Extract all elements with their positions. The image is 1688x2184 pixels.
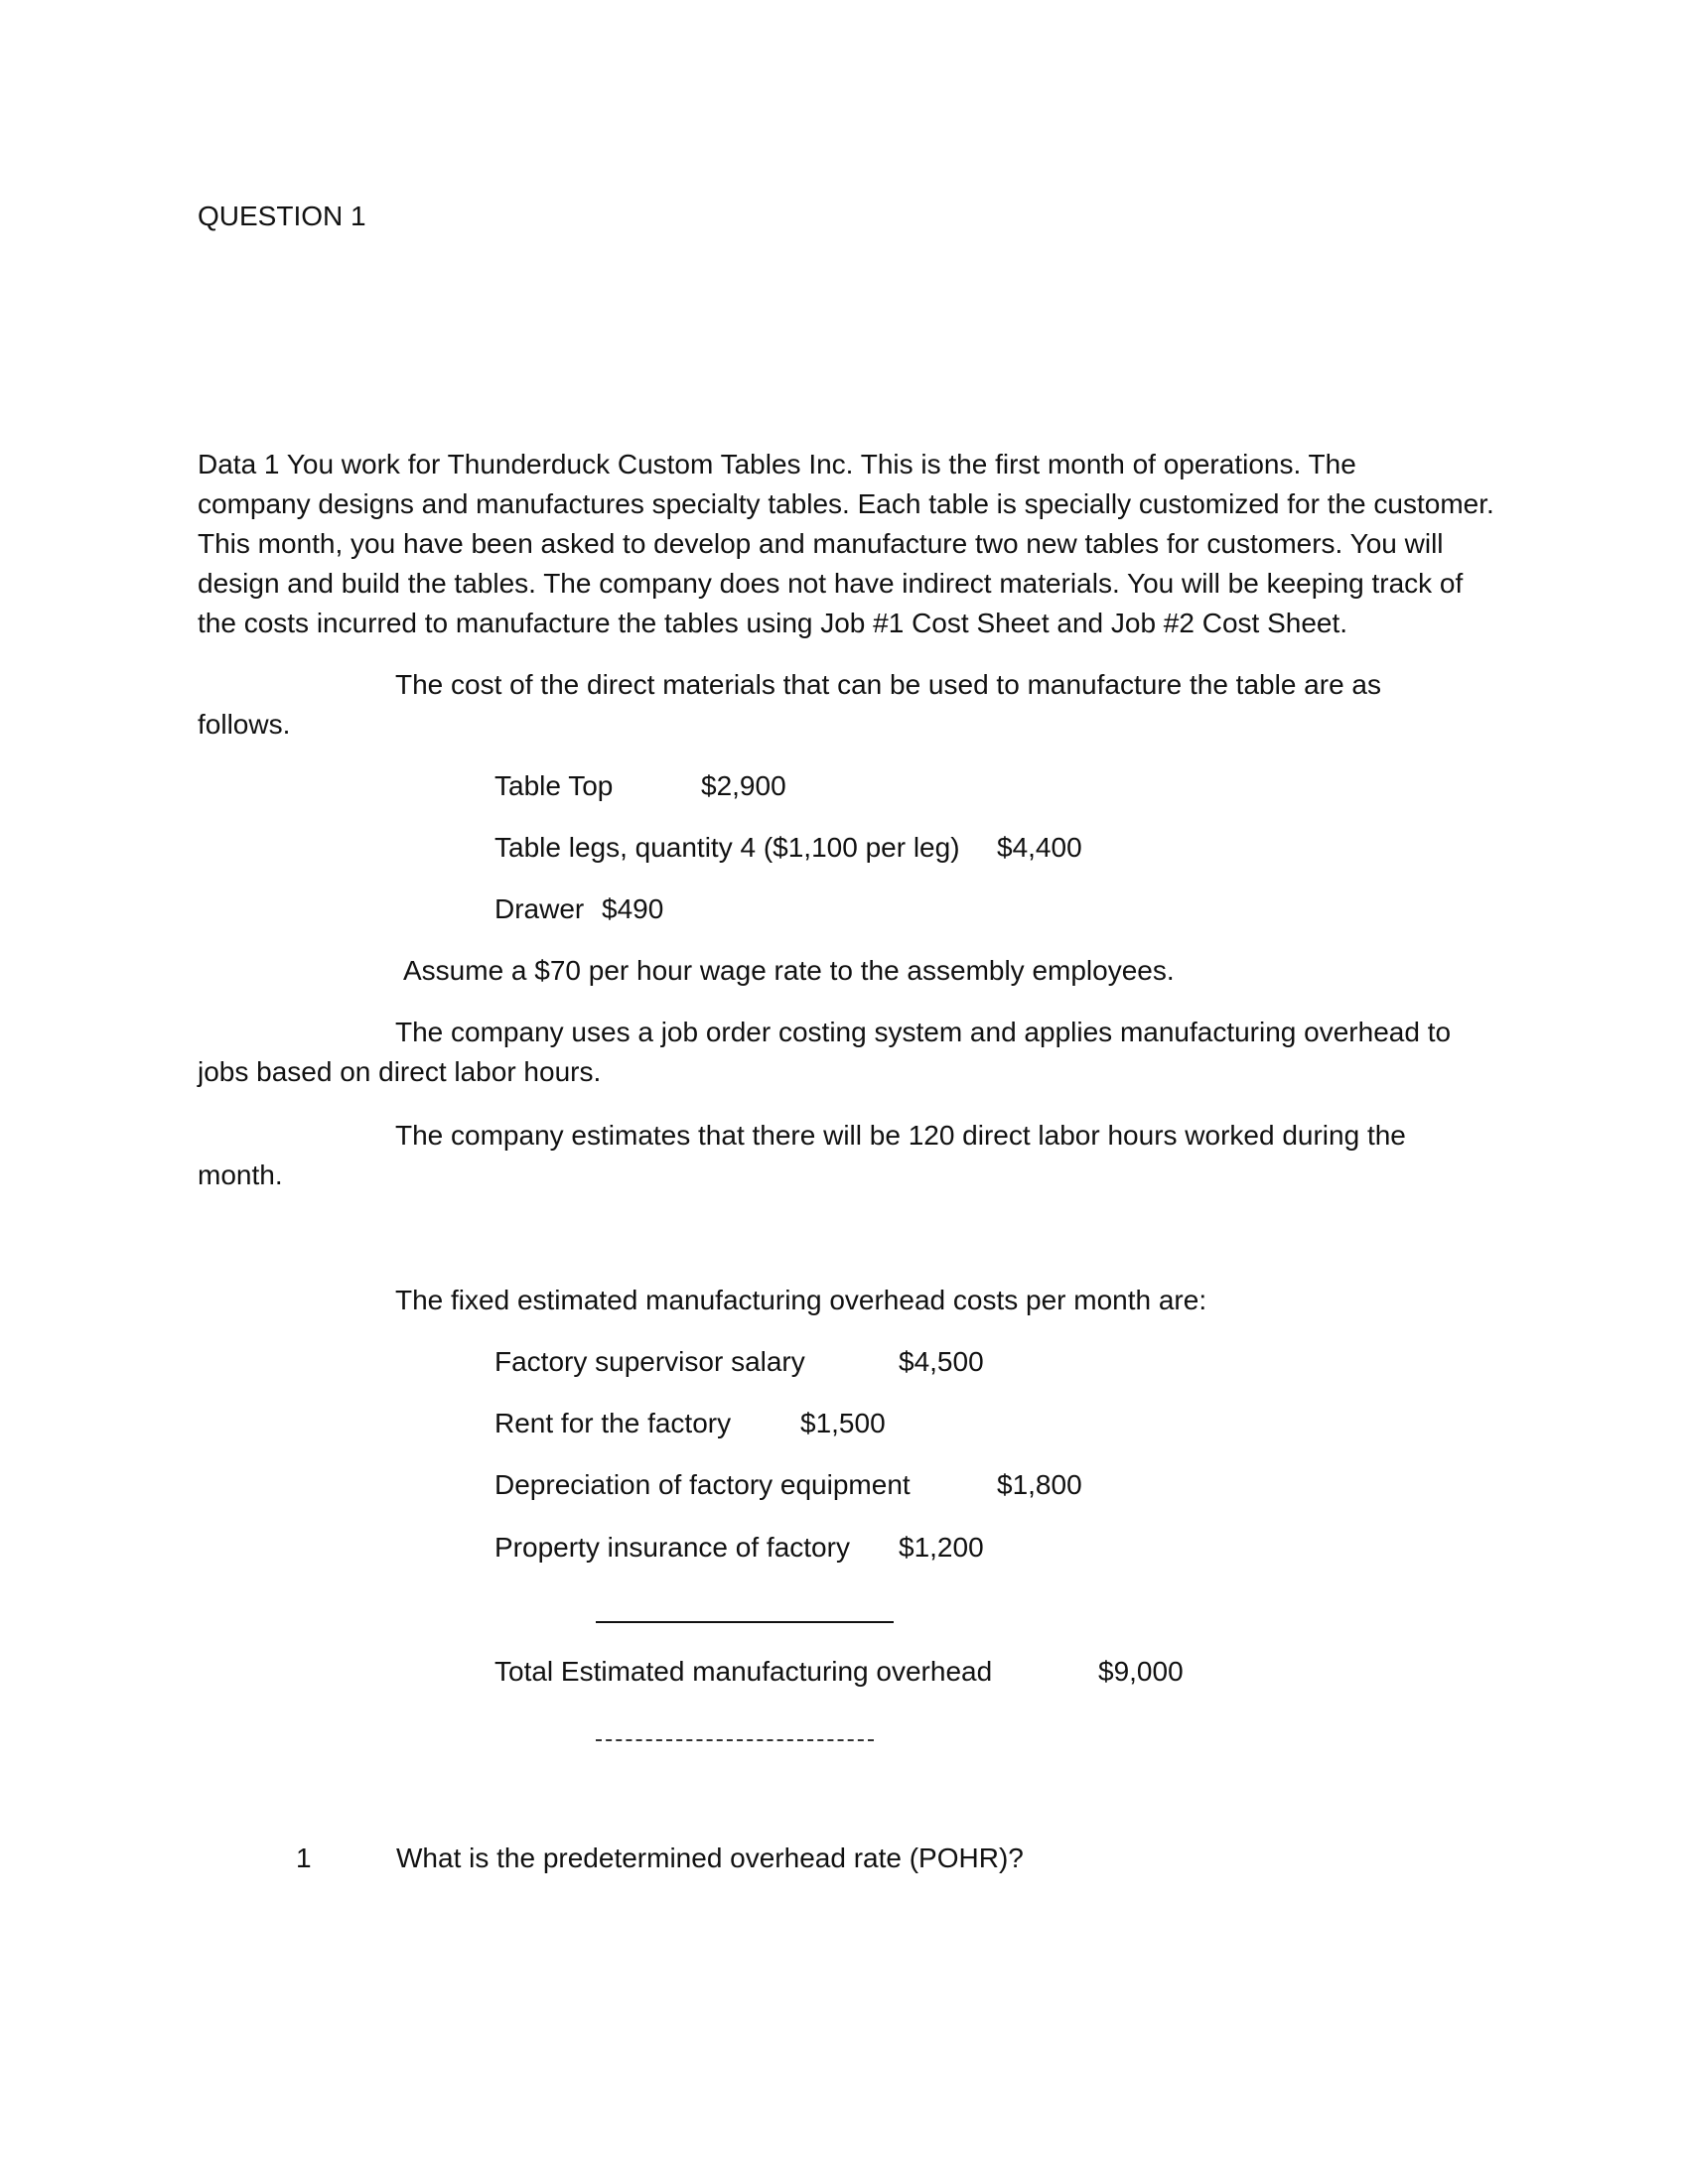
dashed-divider [596,1739,874,1741]
overhead-total-value: $9,000 [1098,1656,1184,1687]
overhead-depreciation-label: Depreciation of factory equipment [494,1469,911,1500]
overhead-rent-value: $1,500 [800,1408,886,1438]
overhead-supervisor-value: $4,500 [899,1346,984,1377]
question-text: What is the predetermined overhead rate (POHR)? [396,1843,1024,1873]
overhead-rent-label: Rent for the factory [494,1408,732,1438]
material-drawer-value: $490 [602,893,664,924]
overhead-insurance-label: Property insurance of factory [494,1532,850,1563]
material-drawer-label: Drawer [494,893,585,924]
intro-line: This month, you have been asked to develop and manufacture two new tables for customers. You will [198,528,1444,559]
materials-intro-continued: follows. [198,709,291,740]
wage-rate-note: Assume a $70 per hour wage rate to the assembly employees. [403,955,1175,986]
material-table-top-label: Table Top [494,770,614,801]
costing-system-note-continued: jobs based on direct labor hours. [198,1056,602,1087]
overhead-total-label: Total Estimated manufacturing overhead [494,1656,993,1687]
labor-hours-estimate: The company estimates that there will be 120 direct labor hours worked during the [395,1120,1406,1151]
intro-paragraph [198,445,1518,643]
intro-line: company designs and manufactures specialty tables. Each table is specially customized for the customer. [198,488,1494,519]
intro-line: design and build the tables. The company does not have indirect materials. You will be keeping track of [198,568,1464,599]
material-table-legs-label: Table legs, quantity 4 ($1,100 per leg) [494,832,960,863]
material-table-top-value: $2,900 [701,770,786,801]
intro-line: the costs incurred to manufacture the tables using Job #1 Cost Sheet and Job #2 Cost Sheet. [198,608,1348,638]
material-table-legs-value: $4,400 [997,832,1082,863]
question-number: 1 [296,1843,312,1873]
overhead-insurance-value: $1,200 [899,1532,984,1563]
costing-system-note: The company uses a job order costing system and applies manufacturing overhead to [395,1017,1452,1047]
labor-hours-estimate-continued: month. [198,1160,283,1190]
overhead-depreciation-value: $1,800 [997,1469,1082,1500]
materials-intro: The cost of the direct materials that can be used to manufacture the table are as [395,669,1382,700]
sum-divider [596,1621,894,1623]
intro-line: Data 1 You work for Thunderduck Custom Tables Inc. This is the first month of operations. The [198,449,1356,479]
overhead-supervisor-label: Factory supervisor salary [494,1346,805,1377]
overhead-intro: The fixed estimated manufacturing overhead costs per month are: [395,1285,1207,1315]
question-heading: QUESTION 1 [198,201,366,231]
